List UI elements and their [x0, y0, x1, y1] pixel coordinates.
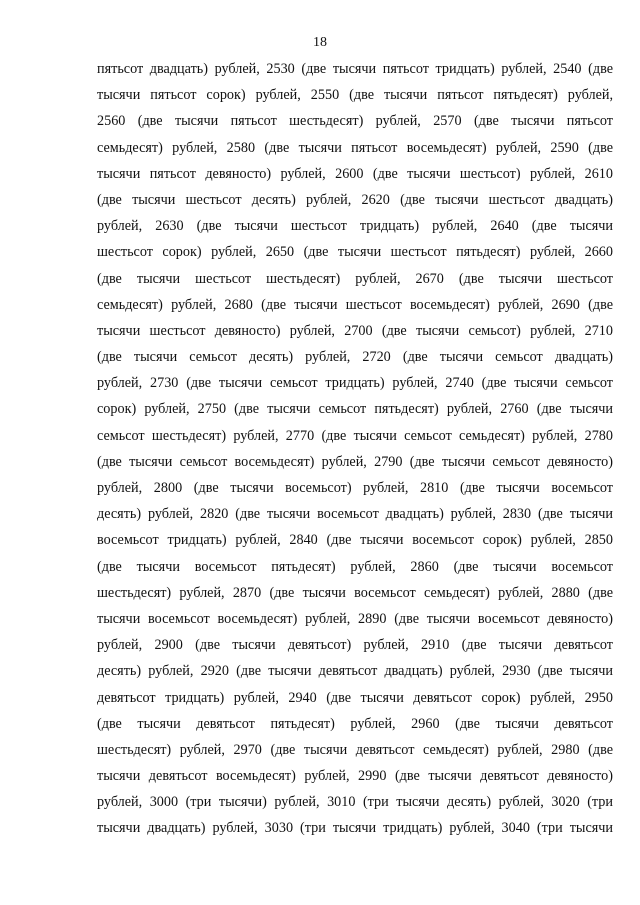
- body-text: [97, 59, 613, 845]
- text-line: 2560 (две тысячи пятьсот шестьдесят) рублей, 2570 (две тысячи пятьсот: [97, 113, 613, 130]
- text-line: тысячи пятьсот девяносто) рублей, 2600 (две тысячи шестьсот) рублей, 2610: [97, 165, 613, 182]
- text-line: девятьсот тридцать) рублей, 2940 (две тысячи девятьсот сорок) рублей, 2950: [97, 689, 613, 706]
- text-line: семьсот шестьдесят) рублей, 2770 (две тысячи семьсот семьдесят) рублей, 2780: [97, 427, 613, 444]
- text-line: восемьсот тридцать) рублей, 2840 (две тысячи восемьсот сорок) рублей, 2850: [97, 532, 613, 549]
- text-line: (две тысячи девятьсот пятьдесят) рублей, 2960 (две тысячи девятьсот: [97, 715, 613, 732]
- text-line: (две тысячи семьсот десять) рублей, 2720 (две тысячи семьсот двадцать): [97, 349, 613, 366]
- text-line: шестьдесят) рублей, 2870 (две тысячи восемьсот семьдесят) рублей, 2880 (две: [97, 584, 613, 601]
- text-line: рублей, 2900 (две тысячи девятьсот) рублей, 2910 (две тысячи девятьсот: [97, 637, 613, 654]
- text-line: десять) рублей, 2920 (две тысячи девятьсот двадцать) рублей, 2930 (две тысячи: [97, 663, 613, 680]
- text-line: тысячи двадцать) рублей, 3030 (три тысячи тридцать) рублей, 3040 (три тысячи: [97, 820, 613, 837]
- text-line: тысячи девятьсот восемьдесят) рублей, 2990 (две тысячи девятьсот девяносто): [97, 768, 613, 785]
- text-line: рублей, 2800 (две тысячи восемьсот) рублей, 2810 (две тысячи восемьсот: [97, 480, 613, 496]
- text-line: пятьсот двадцать) рублей, 2530 (две тысячи пятьсот тридцать) рублей, 2540 (две: [97, 61, 613, 77]
- text-line: (две тысячи семьсот восемьдесят) рублей, 2790 (две тысячи семьсот девяносто): [97, 453, 613, 470]
- text-line: сорок) рублей, 2750 (две тысячи семьсот пятьдесят) рублей, 2760 (две тысячи: [97, 401, 613, 418]
- text-line: тысячи шестьсот девяносто) рублей, 2700 (две тысячи семьсот) рублей, 2710: [97, 322, 613, 339]
- text-line: семьдесят) рублей, 2680 (две тысячи шестьсот восемьдесят) рублей, 2690 (две: [97, 296, 613, 313]
- text-line: тысячи восемьсот восемьдесят) рублей, 2890 (две тысячи восемьсот девяносто): [97, 610, 613, 627]
- text-line: рублей, 2630 (две тысячи шестьсот тридцать) рублей, 2640 (две тысячи: [97, 218, 613, 235]
- text-line: рублей, 3000 (три тысячи) рублей, 3010 (три тысячи десять) рублей, 3020 (три: [97, 794, 613, 811]
- text-line: семьдесят) рублей, 2580 (две тысячи пятьсот восемьдесят) рублей, 2590 (две: [97, 139, 613, 156]
- text-line: рублей, 2730 (две тысячи семьсот тридцать) рублей, 2740 (две тысячи семьсот: [97, 375, 613, 392]
- text-line: (две тысячи шестьсот десять) рублей, 2620 (две тысячи шестьсот двадцать): [97, 191, 613, 208]
- text-line: (две тысячи восемьсот пятьдесят) рублей, 2860 (две тысячи восемьсот: [97, 558, 613, 575]
- text-line: шестьдесят) рублей, 2970 (две тысячи девятьсот семьдесят) рублей, 2980 (две: [97, 741, 613, 758]
- page-number: 18: [313, 35, 327, 50]
- text-line: (две тысячи шестьсот шестьдесят) рублей, 2670 (две тысячи шестьсот: [97, 270, 613, 287]
- text-line: десять) рублей, 2820 (две тысячи восемьсот двадцать) рублей, 2830 (две тысячи: [97, 506, 613, 523]
- text-line: шестьсот сорок) рублей, 2650 (две тысячи шестьсот пятьдесят) рублей, 2660: [97, 244, 613, 261]
- text-line: тысячи пятьсот сорок) рублей, 2550 (две тысячи пятьсот пятьдесят) рублей,: [97, 87, 613, 104]
